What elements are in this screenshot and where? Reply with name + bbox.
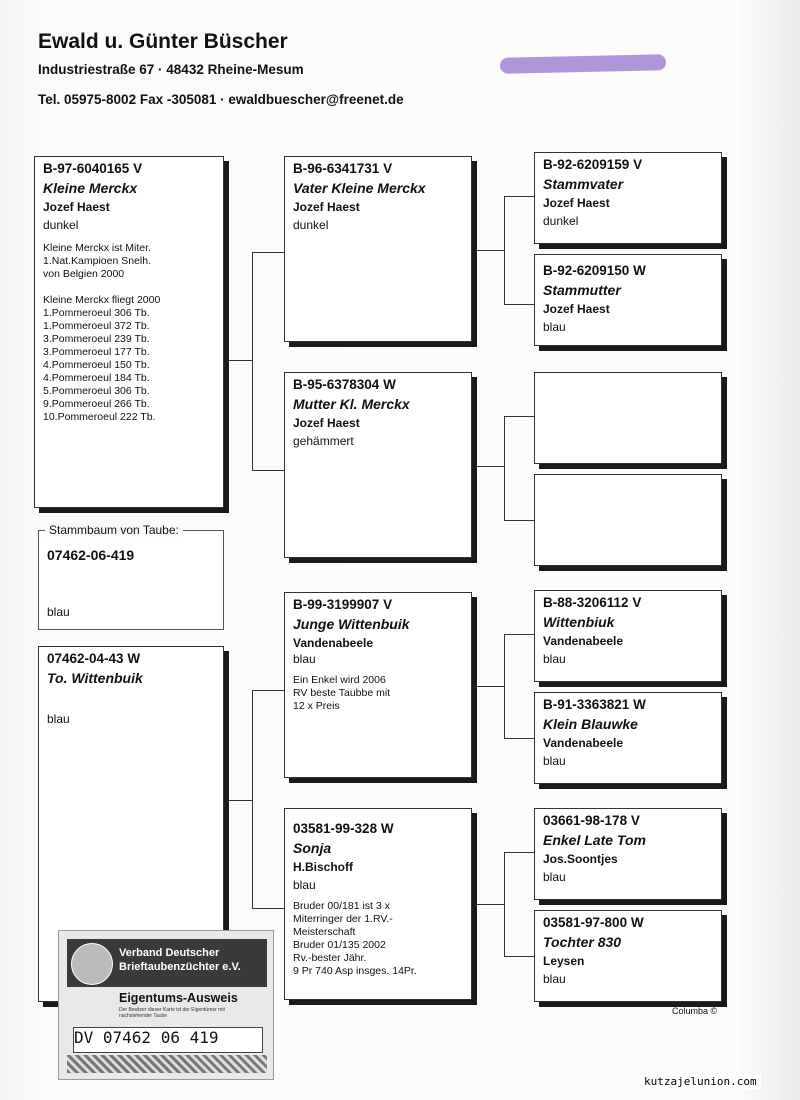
dd-sire-name: Enkel Late Tom: [543, 832, 646, 848]
dam-dam-card: [284, 808, 472, 1000]
connector-line: [472, 466, 504, 467]
connector-line: [252, 690, 284, 691]
dam-dam-note: 9 Pr 740 Asp insges. 14Pr.: [293, 965, 417, 977]
breeder-name: Ewald u. Günter Büscher: [38, 30, 288, 53]
dd-sire-card: [534, 808, 722, 900]
subject-color: blau: [47, 605, 70, 619]
dam-dam-note: Rv.-bester Jähr.: [293, 952, 367, 964]
stamp-fine-print: Der Besitzer dieser Karte ist der Eigentümer mit nachstehender Taube: [119, 1007, 225, 1019]
sire-sire-card: [284, 156, 472, 342]
breeder-address: Industriestraße 67 · 48432 Rheine-Mesum: [38, 62, 304, 77]
dam-sire-note: RV beste Taubbe mit: [293, 687, 391, 699]
dam-dam-note: Miterringer der 1.RV.-: [293, 913, 393, 925]
ss-dam-color: blau: [543, 320, 566, 334]
dam-sire-note: Ein Enkel wird 2006: [293, 674, 386, 686]
highlighter-mark: [500, 54, 666, 73]
dd-dam-breeder: Leysen: [543, 954, 585, 968]
dam-dam-note: Bruder 00/181 ist 3 x: [293, 900, 390, 912]
pigeon-logo-icon: [71, 943, 113, 985]
sire-breeder: Jozef Haest: [43, 200, 110, 214]
watermark: kutzajelunion.com: [640, 1074, 761, 1089]
connector-line: [504, 634, 534, 635]
ds-sire-card: [534, 590, 722, 682]
sire-color: dunkel: [43, 218, 79, 232]
dam-dam-note: Meisterschaft: [293, 926, 356, 938]
ownership-stamp: [58, 930, 274, 1080]
ss-sire-breeder: Jozef Haest: [543, 196, 610, 210]
ss-dam-ring: B-92-6209150 W: [543, 263, 646, 278]
ds-sire-name: Wittenbiuk: [543, 614, 615, 630]
stamp-title: Eigentums-Ausweis: [119, 991, 238, 1005]
ds-dam-card: [534, 692, 722, 784]
ds-dam-color: blau: [543, 754, 566, 768]
ss-sire-ring: B-92-6209159 V: [543, 157, 643, 172]
sire-card: [34, 156, 224, 508]
subject-ring: 07462-06-419: [47, 547, 135, 563]
ds-dam-name: Klein Blauwke: [543, 716, 638, 732]
connector-line: [504, 416, 534, 417]
dd-dam-card: [534, 910, 722, 1002]
ds-sire-ring: B-88-3206112 V: [543, 595, 642, 610]
ss-sire-card: [534, 152, 722, 244]
sire-dam-name: Mutter Kl. Merckx: [293, 396, 410, 412]
sire-note: [43, 281, 215, 294]
connector-line: [252, 470, 284, 471]
sd-dam-card: [534, 474, 722, 566]
connector-line: [224, 800, 252, 801]
sire-sire-ring: B-96-6341731 V: [293, 161, 393, 176]
sire-dam-ring: B-95-6378304 W: [293, 377, 396, 392]
sire-note: Kleine Merckx ist Miter.: [43, 242, 151, 254]
connector-line: [472, 686, 504, 687]
sire-note: 1.Pommeroeul 306 Tb.: [43, 307, 150, 319]
stamp-pattern: [67, 1055, 267, 1073]
dam-color: blau: [47, 712, 70, 726]
footer-credit: Columba ©: [672, 1006, 718, 1016]
sire-note: 4.Pommeroeul 150 Tb.: [43, 359, 150, 371]
connector-line: [504, 416, 505, 520]
sire-ring: B-97-6040165 V: [43, 161, 143, 176]
connector-line: [252, 252, 284, 253]
dam-sire-ring: B-99-3199907 V: [293, 597, 393, 612]
dd-dam-name: Tochter 830: [543, 934, 622, 950]
dam-sire-note: 12 x Preis: [293, 700, 340, 712]
connector-line: [504, 196, 505, 304]
stamp-ring-number: DV 07462 06 419: [73, 1027, 263, 1053]
dd-sire-ring: 03661-98-178 V: [543, 813, 640, 828]
stamp-org-line: Verband Deutscher: [119, 947, 220, 959]
connector-line: [504, 634, 505, 738]
dd-dam-color: blau: [543, 972, 566, 986]
sire-name: Kleine Merckx: [43, 180, 138, 196]
connector-line: [504, 304, 534, 305]
dd-sire-color: blau: [543, 870, 566, 884]
connector-line: [472, 904, 504, 905]
ds-dam-breeder: Vandenabeele: [543, 736, 624, 750]
connector-line: [224, 360, 252, 361]
subject-label: Stammbaum von Taube:: [45, 523, 183, 537]
connector-line: [504, 956, 534, 957]
dam-sire-breeder: Vandenabeele: [293, 636, 374, 650]
connector-line: [504, 196, 534, 197]
sire-note: 1.Pommeroeul 372 Tb.: [43, 320, 150, 332]
sire-notes: [43, 242, 215, 424]
connector-line: [252, 908, 284, 909]
dam-dam-breeder: H.Bischoff: [293, 860, 353, 874]
sire-note: 3.Pommeroeul 239 Tb.: [43, 333, 150, 345]
sire-dam-color: gehämmert: [293, 434, 354, 448]
sire-dam-breeder: Jozef Haest: [293, 416, 360, 430]
sd-sire-card: [534, 372, 722, 464]
ss-dam-name: Stammutter: [543, 282, 621, 298]
dam-dam-ring: 03581-99-328 W: [293, 821, 394, 836]
ss-dam-breeder: Jozef Haest: [543, 302, 610, 316]
ss-sire-color: dunkel: [543, 214, 579, 228]
connector-line: [252, 690, 253, 908]
dam-dam-notes: [293, 900, 463, 978]
connector-line: [504, 738, 534, 739]
sire-sire-breeder: Jozef Haest: [293, 200, 360, 214]
dam-ring: 07462-04-43 W: [47, 651, 141, 666]
breeder-contact: Tel. 05975-8002 Fax -305081 · ewaldbuescher@freenet.de: [38, 92, 404, 107]
sire-sire-name: Vater Kleine Merckx: [293, 180, 426, 196]
connector-line: [504, 852, 505, 956]
dd-dam-ring: 03581-97-800 W: [543, 915, 644, 930]
dam-sire-notes: [293, 674, 463, 713]
sire-note: von Belgien 2000: [43, 268, 125, 280]
ds-sire-breeder: Vandenabeele: [543, 634, 624, 648]
dam-sire-color: blau: [293, 652, 316, 666]
stamp-organization: [119, 946, 241, 974]
dam-sire-card: [284, 592, 472, 778]
sire-sire-color: dunkel: [293, 218, 329, 232]
dam-name: To. Wittenbuik: [47, 670, 143, 686]
connector-line: [504, 852, 534, 853]
sire-note: 4.Pommeroeul 184 Tb.: [43, 372, 150, 384]
ss-dam-card: [534, 254, 722, 346]
subject-card: [38, 523, 224, 630]
ss-sire-name: Stammvater: [543, 176, 624, 192]
sire-note: 3.Pommeroeul 177 Tb.: [43, 346, 150, 358]
connector-line: [504, 520, 534, 521]
sire-note: 5.Pommeroeul 306 Tb.: [43, 385, 150, 397]
sire-note: 1.Nat.Kampioen Snelh.: [43, 255, 151, 267]
sire-dam-card: [284, 372, 472, 558]
ds-dam-ring: B-91-3363821 W: [543, 697, 646, 712]
dam-dam-name: Sonja: [293, 840, 332, 856]
connector-line: [252, 252, 253, 470]
sire-note: 9.Pommeroeul 266 Tb.: [43, 398, 150, 410]
dam-sire-name: Junge Wittenbuik: [293, 616, 410, 632]
ds-sire-color: blau: [543, 652, 566, 666]
dd-sire-breeder: Jos.Soontjes: [543, 852, 618, 866]
dam-dam-note: Bruder 01/135 2002: [293, 939, 386, 951]
stamp-org-line: Brieftaubenzüchter e.V.: [119, 961, 241, 973]
stamp-header: [67, 939, 267, 987]
connector-line: [472, 250, 504, 251]
sire-note: Kleine Merckx fliegt 2000: [43, 294, 161, 306]
sire-note: 10.Pommeroeul 222 Tb.: [43, 411, 156, 423]
dam-dam-color: blau: [293, 878, 316, 892]
